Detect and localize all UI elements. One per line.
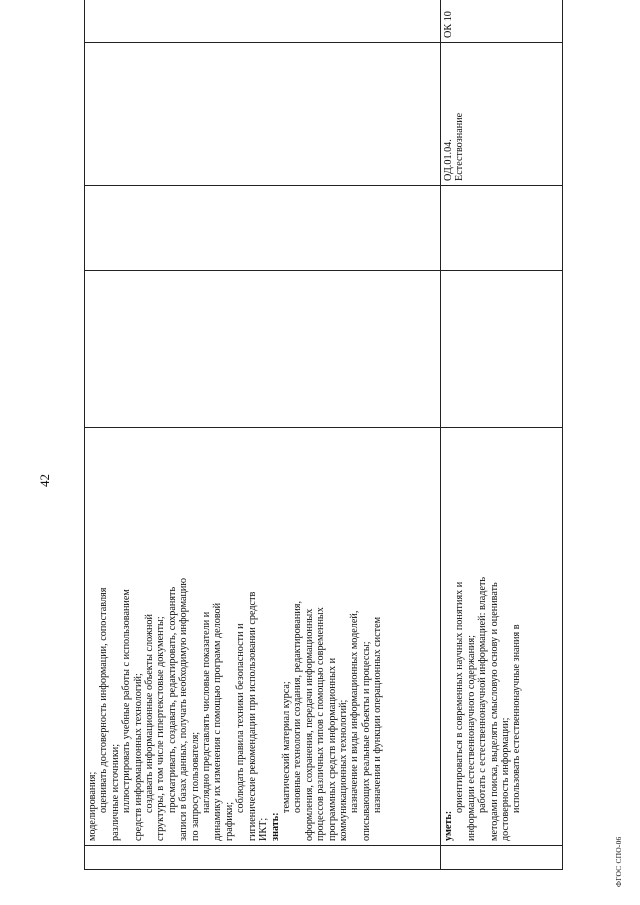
table-cell <box>85 0 441 43</box>
competence-code: ОК 10 <box>443 11 454 38</box>
competency-table <box>84 0 563 870</box>
text-line: ориентироваться в современных научных понятиях и <box>454 581 466 813</box>
table-cell <box>441 271 563 428</box>
text-line: соблюдать правила техники безопасности и <box>235 623 247 813</box>
table-cell-competency-text <box>441 428 563 846</box>
table-cell <box>441 186 563 271</box>
discipline-name: Естествознание <box>454 112 466 181</box>
text-line: по запросу пользователя; <box>189 731 201 841</box>
text-line: описывающих реальные объекты и процессы; <box>360 641 372 841</box>
text-line: записи в базах данных, получать необходимую информацию <box>178 578 190 841</box>
text-line: методами поиска, выделять смысловую основу и оценивать <box>488 582 500 841</box>
table-cell <box>85 271 441 428</box>
page-number: 42 <box>37 474 52 487</box>
text-line: знать: <box>269 812 281 841</box>
text-line: назначения и функции операционных систем <box>372 616 384 813</box>
table-row <box>441 0 563 870</box>
text-line: структуры, в том числе гипертекстовые документы; <box>155 616 167 841</box>
table-row <box>85 0 441 870</box>
text-line: работать с естественнонаучной информацией: владеть <box>477 576 489 813</box>
text-line: тематический материал курса; <box>280 681 292 813</box>
text-line: коммуникационных технологий; <box>337 699 349 841</box>
text-line: различные источники; <box>109 743 121 841</box>
table-cell-index <box>441 846 563 870</box>
text-line: оформления, сохранения, передачи информационных <box>303 608 315 841</box>
text-line: создавать информационные объекты сложной <box>144 614 156 813</box>
text-line: уметь: <box>443 810 454 841</box>
table-cell <box>85 43 441 186</box>
text-line: просматривать, создавать, редактировать, сохранять <box>166 586 178 813</box>
text-line: гигиенические рекомендации при использовании средств <box>246 591 258 841</box>
table-cell <box>85 186 441 271</box>
footer-label: ФГОС СПО-06 <box>614 836 623 887</box>
text-line: достоверность информации; <box>500 717 512 841</box>
text-line: процессов различных типов с помощью современных <box>315 607 327 841</box>
table-cell-competency-text <box>85 428 441 846</box>
text-line: графики; <box>223 801 235 841</box>
competency-text-block <box>443 432 523 841</box>
text-line: средств информационных технологий; <box>132 673 144 841</box>
text-line: назначение и виды информационных моделей, <box>349 610 361 813</box>
discipline-code: ОД.01.04. <box>443 139 454 181</box>
table-cell-discipline <box>441 43 563 186</box>
table-cell-competence <box>441 0 563 43</box>
table-cell-index <box>85 846 441 870</box>
text-line: программных средств информационных и <box>326 657 338 841</box>
text-line: оценивать достоверность информации, сопоставляя <box>98 587 110 813</box>
text-line: использовать естественнонаучные знания в <box>511 624 523 813</box>
text-line: информации естественнонаучного содержания; <box>465 635 477 841</box>
text-line: динамику их изменения с помощью программ деловой <box>212 602 224 841</box>
text-line: основные технологии создания, редактирования, <box>292 600 304 813</box>
text-line: ИКТ; <box>258 817 270 841</box>
competency-text-block <box>87 432 384 841</box>
text-line: иллюстрировать учебные работы с использованием <box>121 589 133 813</box>
text-line: наглядно представлять числовые показатели и <box>201 611 213 813</box>
text-line: моделирования; <box>87 771 98 841</box>
